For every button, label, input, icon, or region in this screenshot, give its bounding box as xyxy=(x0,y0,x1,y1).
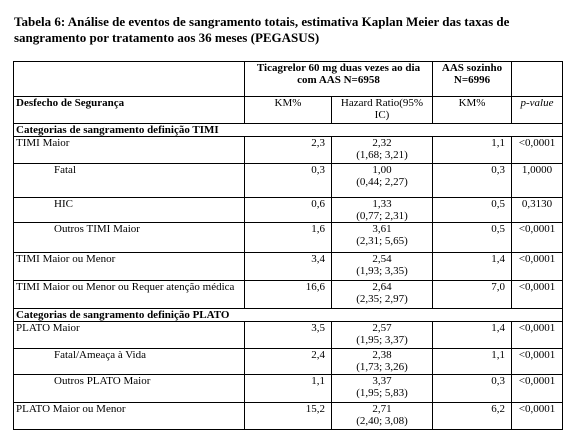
km1-cell: 2,3 xyxy=(245,137,332,164)
table-row xyxy=(14,164,563,198)
hazard-ratio-value: 2,38 xyxy=(372,349,392,361)
hazard-ratio-value: 3,61 xyxy=(372,223,392,235)
km2-cell: 0,3 xyxy=(433,164,512,198)
confidence-interval: (1,93; 3,35) xyxy=(356,265,408,277)
hazard-ratio-cell xyxy=(332,198,433,223)
row-label: PLATO Maior ou Menor xyxy=(14,403,245,430)
table-row xyxy=(14,223,563,253)
hazard-ratio-value: 2,64 xyxy=(372,281,392,293)
km1-cell: 3,5 xyxy=(245,322,332,349)
km1-cell: 15,2 xyxy=(245,403,332,430)
hazard-ratio-value: 2,54 xyxy=(372,253,392,265)
km1-cell: 16,6 xyxy=(245,281,332,309)
table-caption: Tabela 6: Análise de eventos de sangramento totais, estimativa Kaplan Meier das taxas de sangramento por tratamento aos 36 meses (PEGASUS) xyxy=(14,14,510,45)
hazard-ratio-cell xyxy=(332,281,433,309)
table-row xyxy=(14,349,563,375)
confidence-interval: (1,95; 5,83) xyxy=(356,387,408,399)
confidence-interval: (1,68; 3,21) xyxy=(356,149,408,161)
km2-cell: 1,1 xyxy=(433,349,512,375)
header-pvalue: p-value xyxy=(512,97,563,124)
header-empty-cell xyxy=(512,62,563,97)
row-label: HIC xyxy=(14,198,245,223)
row-label: Fatal/Ameaça à Vida xyxy=(14,349,245,375)
table-row xyxy=(14,403,563,430)
pvalue-cell: <0,0001 xyxy=(512,253,563,281)
km2-cell: 0,5 xyxy=(433,223,512,253)
hazard-ratio-cell xyxy=(332,137,433,164)
hazard-ratio-value: 2,32 xyxy=(372,137,392,149)
table-row xyxy=(14,281,563,309)
km1-cell: 3,4 xyxy=(245,253,332,281)
hazard-ratio-cell xyxy=(332,403,433,430)
km2-cell: 6,2 xyxy=(433,403,512,430)
hazard-ratio-value: 1,00 xyxy=(372,164,392,176)
header-ticagrelor: Ticagrelor 60 mg duas vezes ao dia com AAS N=6958 xyxy=(245,62,433,97)
hazard-ratio-cell xyxy=(332,164,433,198)
hazard-ratio-value: 3,37 xyxy=(372,375,392,387)
table-header-row-2 xyxy=(14,97,563,124)
km1-cell: 0,6 xyxy=(245,198,332,223)
confidence-interval: (0,77; 2,31) xyxy=(356,210,408,222)
pvalue-cell: <0,0001 xyxy=(512,223,563,253)
confidence-interval: (1,95; 3,37) xyxy=(356,334,408,346)
header-km2: KM% xyxy=(433,97,512,124)
confidence-interval: (1,73; 3,26) xyxy=(356,361,408,373)
confidence-interval: (0,44; 2,27) xyxy=(356,176,408,188)
row-label: Fatal xyxy=(14,164,245,198)
km2-cell: 1,4 xyxy=(433,253,512,281)
confidence-interval: (2,35; 2,97) xyxy=(356,293,408,305)
km1-cell: 2,4 xyxy=(245,349,332,375)
km2-cell: 1,4 xyxy=(433,322,512,349)
table-row xyxy=(14,137,563,164)
hazard-ratio-cell xyxy=(332,322,433,349)
pvalue-cell: <0,0001 xyxy=(512,281,563,309)
hazard-ratio-value: 2,57 xyxy=(372,322,392,334)
table-row xyxy=(14,322,563,349)
section-title: Categorias de sangramento definição PLATO xyxy=(14,309,563,322)
bleeding-events-table xyxy=(13,61,563,430)
row-label: Outros TIMI Maior xyxy=(14,223,245,253)
hazard-ratio-value: 2,71 xyxy=(372,403,392,415)
confidence-interval: (2,31; 5,65) xyxy=(356,235,408,247)
pvalue-cell: <0,0001 xyxy=(512,322,563,349)
header-empty-cell xyxy=(14,62,245,97)
header-km1: KM% xyxy=(245,97,332,124)
row-label: Outros PLATO Maior xyxy=(14,375,245,403)
km1-cell: 0,3 xyxy=(245,164,332,198)
km1-cell: 1,6 xyxy=(245,223,332,253)
pvalue-cell: <0,0001 xyxy=(512,403,563,430)
row-label: PLATO Maior xyxy=(14,322,245,349)
table-row xyxy=(14,253,563,281)
pvalue-cell: 1,0000 xyxy=(512,164,563,198)
header-aas: AAS sozinho N=6996 xyxy=(433,62,512,97)
hazard-ratio-cell xyxy=(332,375,433,403)
section-row xyxy=(14,124,563,137)
km1-cell: 1,1 xyxy=(245,375,332,403)
row-label: TIMI Maior ou Menor xyxy=(14,253,245,281)
table-header-row-1 xyxy=(14,62,563,97)
pvalue-cell: <0,0001 xyxy=(512,137,563,164)
km2-cell: 0,3 xyxy=(433,375,512,403)
pvalue-cell: 0,3130 xyxy=(512,198,563,223)
header-hazard-ratio: Hazard Ratio(95% IC) xyxy=(332,97,433,124)
row-label: TIMI Maior xyxy=(14,137,245,164)
row-label: TIMI Maior ou Menor ou Requer atenção médica xyxy=(14,281,245,309)
confidence-interval: (2,40; 3,08) xyxy=(356,415,408,427)
hazard-ratio-value: 1,33 xyxy=(372,198,392,210)
hazard-ratio-cell xyxy=(332,223,433,253)
section-row xyxy=(14,309,563,322)
table-row xyxy=(14,375,563,403)
table-row xyxy=(14,198,563,223)
pvalue-cell: <0,0001 xyxy=(512,375,563,403)
header-desfecho: Desfecho de Segurança xyxy=(14,97,245,124)
hazard-ratio-cell xyxy=(332,253,433,281)
km2-cell: 7,0 xyxy=(433,281,512,309)
km2-cell: 1,1 xyxy=(433,137,512,164)
pvalue-cell: <0,0001 xyxy=(512,349,563,375)
section-title: Categorias de sangramento definição TIMI xyxy=(14,124,563,137)
km2-cell: 0,5 xyxy=(433,198,512,223)
hazard-ratio-cell xyxy=(332,349,433,375)
